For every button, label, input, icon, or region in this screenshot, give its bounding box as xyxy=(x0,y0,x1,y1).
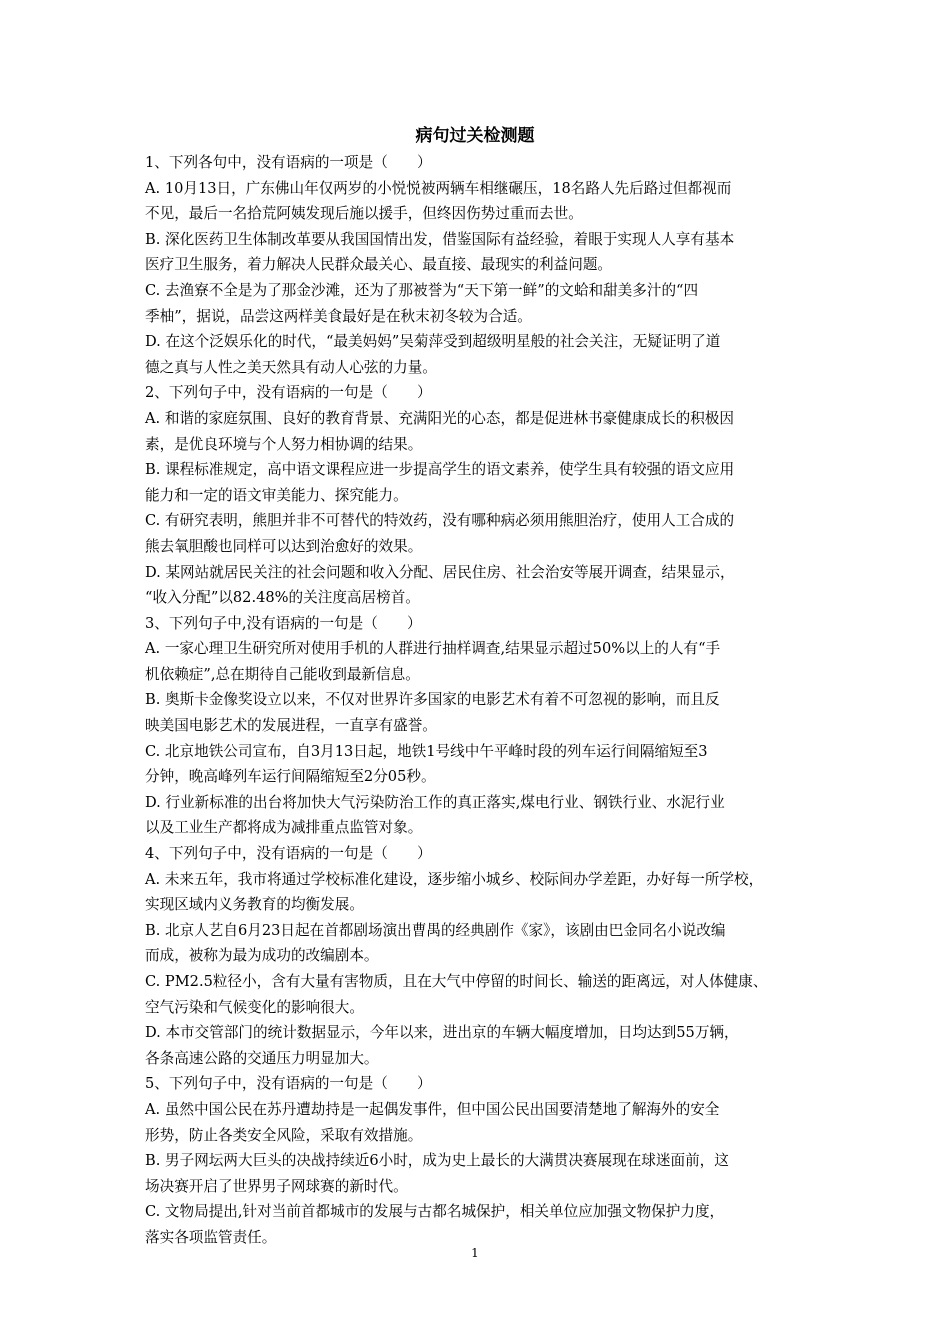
text-line: A. 10月13日，广东佛山年仅两岁的小悦悦被两辆车相继碾压，18名路人先后路过但都视而 xyxy=(145,179,732,197)
text-line: 分钟，晚高峰列车运行间隔缩短至2分05秒。 xyxy=(145,768,436,786)
text-line: 季柚”，据说，品尝这两样美食最好是在秋末初冬较为合适。 xyxy=(145,307,532,325)
text-line: 而成，被称为最为成功的改编剧本。 xyxy=(145,947,379,965)
text-line: 机依赖症”,总在期待自己能收到最新信息。 xyxy=(145,665,420,683)
text-line: A. 和谐的家庭氛围、良好的教育背景、充满阳光的心态，都是促进林书豪健康成长的积极因 xyxy=(145,409,734,427)
text-line: 5、下列句子中，没有语病的一句是（ ） xyxy=(145,1075,432,1093)
text-line: 以及工业生产都将成为减排重点监管对象。 xyxy=(145,819,423,837)
document-title: 病句过关检测题 xyxy=(415,126,535,146)
text-line: 映美国电影艺术的发展进程，一直享有盛誉。 xyxy=(145,717,437,735)
text-line: A. 未来五年，我市将通过学校标准化建设，逐步缩小城乡、校际间办学差距，办好每一所学校， xyxy=(145,870,764,888)
text-line: 形势，防止各类安全风险，采取有效措施。 xyxy=(145,1126,423,1144)
text-line: 素，是优良环境与个人努力相协调的结果。 xyxy=(145,435,423,453)
text-line: 空气污染和气候变化的影响很大。 xyxy=(145,998,364,1016)
text-line: 场决赛开启了世界男子网球赛的新时代。 xyxy=(145,1177,408,1195)
text-line: D. 某网站就居民关注的社会问题和收入分配、居民住房、社会治安等展开调查，结果显示， xyxy=(145,563,735,581)
text-line: 不见，最后一名拾荒阿姨发现后施以援手，但终因伤势过重而去世。 xyxy=(145,205,583,223)
text-line: “收入分配”以82.48%的关注度高居榜首。 xyxy=(145,589,420,607)
text-line: B. 北京人艺自6月23日起在首都剧场演出曹禺的经典剧作《家》，该剧由巴金同名小说改编 xyxy=(145,921,726,939)
text-line: C. PM2.5粒径小，含有大量有害物质，且在大气中停留的时间长、输送的距离远，对人体健康、 xyxy=(145,973,768,990)
text-line: C. 文物局提出,针对当前首都城市的发展与古都名城保护，相关单位应加强文物保护力度， xyxy=(145,1203,725,1221)
text-line: 实现区域内义务教育的均衡发展。 xyxy=(145,896,364,914)
text-line: 2、下列句子中，没有语病的一句是（ ） xyxy=(145,384,432,402)
text-line: B. 男子网坛两大巨头的决战持续近6小时，成为史上最长的大满贯决赛展现在球迷面前，这 xyxy=(145,1152,729,1170)
text-line: 熊去氧胆酸也同样可以达到治愈好的效果。 xyxy=(145,537,423,555)
text-line: D. 本市交管部门的统计数据显示，今年以来，进出京的车辆大幅度增加，日均达到55万辆， xyxy=(145,1024,739,1042)
text-line: 能力和一定的语文审美能力、探究能力。 xyxy=(145,486,408,504)
text-line: C. 北京地铁公司宣布，自3月13日起，地铁1号线中午平峰时段的列车运行间隔缩短至3 xyxy=(145,742,708,760)
text-line: D. 在这个泛娱乐化的时代，“最美妈妈”吴菊萍受到超级明星般的社会关注，无疑证明了道 xyxy=(145,333,721,351)
text-line: 各条高速公路的交通压力明显加大。 xyxy=(145,1049,379,1067)
text-line: C. 去渔寮不全是为了那金沙滩，还为了那被誉为“天下第一鲜”的文蛤和甜美多汁的“四 xyxy=(145,281,699,299)
text-line: C. 有研究表明，熊胆并非不可替代的特效药，没有哪种病必须用熊胆治疗，使用人工合成的 xyxy=(145,512,735,530)
document-body xyxy=(145,150,813,1251)
text-line: A. 虽然中国公民在苏丹遭劫持是一起偶发事件，但中国公民出国要清楚地了解海外的安全 xyxy=(145,1100,720,1118)
text-line: B. 奥斯卡金像奖设立以来，不仅对世界许多国家的电影艺术有着不可忽视的影响，而且反 xyxy=(145,691,720,709)
text-line: A. 一家心理卫生研究所对使用手机的人群进行抽样调查,结果显示超过50%以上的人有“手 xyxy=(145,640,721,658)
text-line: B. 深化医药卫生体制改革要从我国国情出发，借鉴国际有益经验，着眼于实现人人享有基本 xyxy=(145,230,735,248)
text-line: 3、下列句子中,没有语病的一句是（ ） xyxy=(145,614,422,632)
text-line: 落实各项监管责任。 xyxy=(145,1228,277,1246)
text-line: D. 行业新标准的出台将加快大气污染防治工作的真正落实,煤电行业、钢铁行业、水泥行业 xyxy=(145,793,725,811)
text-line: 4、下列句子中，没有语病的一句是（ ） xyxy=(145,845,432,863)
text-line: B. 课程标准规定，高中语文课程应进一步提高学生的语文素养，使学生具有较强的语文应用 xyxy=(145,461,735,479)
text-line: 医疗卫生服务，着力解决人民群众最关心、最直接、最现实的利益问题。 xyxy=(145,256,613,274)
page-number: 1 xyxy=(471,1246,479,1260)
text-line: 1、下列各句中，没有语病的一项是（ ） xyxy=(145,154,432,171)
text-line: 德之真与人性之美天然具有动人心弦的力量。 xyxy=(145,358,437,376)
